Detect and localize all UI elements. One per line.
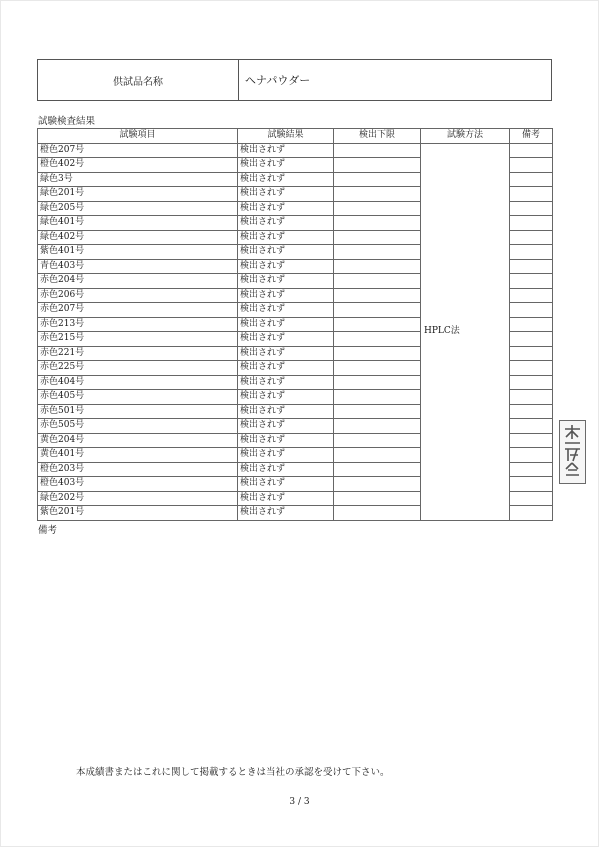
- test-result-cell: 検出されず: [238, 288, 334, 303]
- test-item-cell: 赤色207号: [38, 303, 238, 318]
- test-result-cell: 検出されず: [238, 375, 334, 390]
- remarks-cell: [510, 259, 553, 274]
- detection-limit-cell: [334, 419, 421, 434]
- results-table-body: [38, 143, 553, 520]
- detection-limit-cell: [334, 317, 421, 332]
- test-item-cell: 緑色201号: [38, 187, 238, 202]
- test-result-cell: 検出されず: [238, 404, 334, 419]
- test-result-cell: 検出されず: [238, 361, 334, 376]
- test-item-cell: 青色403号: [38, 259, 238, 274]
- test-item-cell: 赤色404号: [38, 375, 238, 390]
- test-item-cell: 赤色501号: [38, 404, 238, 419]
- remarks-cell: [510, 390, 553, 405]
- detection-limit-cell: [334, 462, 421, 477]
- detection-limit-cell: [334, 477, 421, 492]
- test-result-cell: 検出されず: [238, 506, 334, 521]
- remarks-cell: [510, 491, 553, 506]
- detection-limit-cell: [334, 245, 421, 260]
- test-item-cell: 紫色401号: [38, 245, 238, 260]
- detection-limit-cell: [334, 172, 421, 187]
- detection-limit-cell: [334, 230, 421, 245]
- detection-limit-cell: [334, 288, 421, 303]
- test-result-cell: 検出されず: [238, 201, 334, 216]
- header-test-item: 試験項目: [38, 129, 238, 144]
- remarks-cell: [510, 448, 553, 463]
- remarks-cell: [510, 419, 553, 434]
- test-item-cell: 赤色215号: [38, 332, 238, 347]
- section-title: 試験検査結果: [38, 116, 96, 127]
- detection-limit-cell: [334, 201, 421, 216]
- test-method-cell: HPLC法: [421, 143, 510, 520]
- remarks-cell: [510, 158, 553, 173]
- detection-limit-cell: [334, 433, 421, 448]
- test-result-cell: 検出されず: [238, 172, 334, 187]
- test-item-cell: 緑色3号: [38, 172, 238, 187]
- test-item-cell: 赤色221号: [38, 346, 238, 361]
- test-result-cell: 検出されず: [238, 477, 334, 492]
- detection-limit-cell: [334, 158, 421, 173]
- detection-limit-cell: [334, 274, 421, 289]
- remarks-cell: [510, 216, 553, 231]
- page-number: 3 / 3: [289, 797, 310, 807]
- detection-limit-cell: [334, 448, 421, 463]
- test-result-cell: 検出されず: [238, 187, 334, 202]
- sample-name-box: [37, 59, 552, 101]
- test-result-cell: 検出されず: [238, 303, 334, 318]
- test-result-cell: 検出されず: [238, 433, 334, 448]
- test-result-cell: 検出されず: [238, 419, 334, 434]
- remarks-cell: [510, 201, 553, 216]
- header-detection-limit: 検出下限: [334, 129, 421, 144]
- remarks-cell: [510, 172, 553, 187]
- test-result-cell: 検出されず: [238, 491, 334, 506]
- remarks-cell: [510, 361, 553, 376]
- header-remarks: 備考: [510, 129, 553, 144]
- test-item-cell: 緑色402号: [38, 230, 238, 245]
- test-item-cell: 黄色204号: [38, 433, 238, 448]
- results-table: [37, 128, 553, 521]
- remarks-cell: [510, 230, 553, 245]
- detection-limit-cell: [334, 506, 421, 521]
- remarks-cell: [510, 143, 553, 158]
- detection-limit-cell: [334, 361, 421, 376]
- detection-limit-cell: [334, 259, 421, 274]
- remarks-cell: [510, 187, 553, 202]
- test-result-cell: 検出されず: [238, 317, 334, 332]
- detection-limit-cell: [334, 332, 421, 347]
- test-result-cell: 検出されず: [238, 158, 334, 173]
- remarks-cell: [510, 404, 553, 419]
- remarks-cell: [510, 346, 553, 361]
- test-result-cell: 検出されず: [238, 143, 334, 158]
- remarks-cell: [510, 274, 553, 289]
- detection-limit-cell: [334, 346, 421, 361]
- test-item-cell: 赤色204号: [38, 274, 238, 289]
- test-item-cell: 橙色207号: [38, 143, 238, 158]
- remarks-cell: [510, 375, 553, 390]
- table-row: [38, 143, 553, 158]
- test-item-cell: 橙色402号: [38, 158, 238, 173]
- test-result-cell: 検出されず: [238, 332, 334, 347]
- test-result-cell: 検出されず: [238, 216, 334, 231]
- detection-limit-cell: [334, 303, 421, 318]
- sample-name-value: ヘナパウダー: [245, 74, 311, 87]
- remarks-label: 備考: [38, 525, 58, 536]
- test-item-cell: 紫色201号: [38, 506, 238, 521]
- test-item-cell: 橙色203号: [38, 462, 238, 477]
- header-test-method: 試験方法: [421, 129, 510, 144]
- test-item-cell: 黄色401号: [38, 448, 238, 463]
- table-header-row: [38, 129, 553, 144]
- detection-limit-cell: [334, 491, 421, 506]
- test-result-cell: 検出されず: [238, 448, 334, 463]
- test-item-cell: 緑色202号: [38, 491, 238, 506]
- remarks-cell: [510, 245, 553, 260]
- test-item-cell: 橙色403号: [38, 477, 238, 492]
- test-result-cell: 検出されず: [238, 462, 334, 477]
- test-result-cell: 検出されず: [238, 274, 334, 289]
- test-item-cell: 赤色405号: [38, 390, 238, 405]
- detection-limit-cell: [334, 187, 421, 202]
- footer-notice: 本成績書またはこれに関して掲載するときは当社の承認を受けて下さい。: [76, 767, 390, 778]
- test-item-cell: 赤色213号: [38, 317, 238, 332]
- company-seal-stamp: [559, 420, 586, 484]
- sample-name-label: 供試品名称: [38, 60, 239, 100]
- detection-limit-cell: [334, 216, 421, 231]
- test-result-cell: 検出されず: [238, 346, 334, 361]
- remarks-cell: [510, 288, 553, 303]
- test-result-cell: 検出されず: [238, 230, 334, 245]
- test-result-cell: 検出されず: [238, 245, 334, 260]
- remarks-cell: [510, 317, 553, 332]
- test-item-cell: 赤色225号: [38, 361, 238, 376]
- test-result-cell: 検出されず: [238, 259, 334, 274]
- remarks-cell: [510, 332, 553, 347]
- test-item-cell: 緑色205号: [38, 201, 238, 216]
- remarks-cell: [510, 433, 553, 448]
- header-test-result: 試験結果: [238, 129, 334, 144]
- detection-limit-cell: [334, 390, 421, 405]
- detection-limit-cell: [334, 143, 421, 158]
- remarks-cell: [510, 303, 553, 318]
- detection-limit-cell: [334, 404, 421, 419]
- detection-limit-cell: [334, 375, 421, 390]
- test-item-cell: 緑色401号: [38, 216, 238, 231]
- test-result-cell: 検出されず: [238, 390, 334, 405]
- remarks-cell: [510, 462, 553, 477]
- test-item-cell: 赤色505号: [38, 419, 238, 434]
- remarks-cell: [510, 506, 553, 521]
- remarks-cell: [510, 477, 553, 492]
- test-item-cell: 赤色206号: [38, 288, 238, 303]
